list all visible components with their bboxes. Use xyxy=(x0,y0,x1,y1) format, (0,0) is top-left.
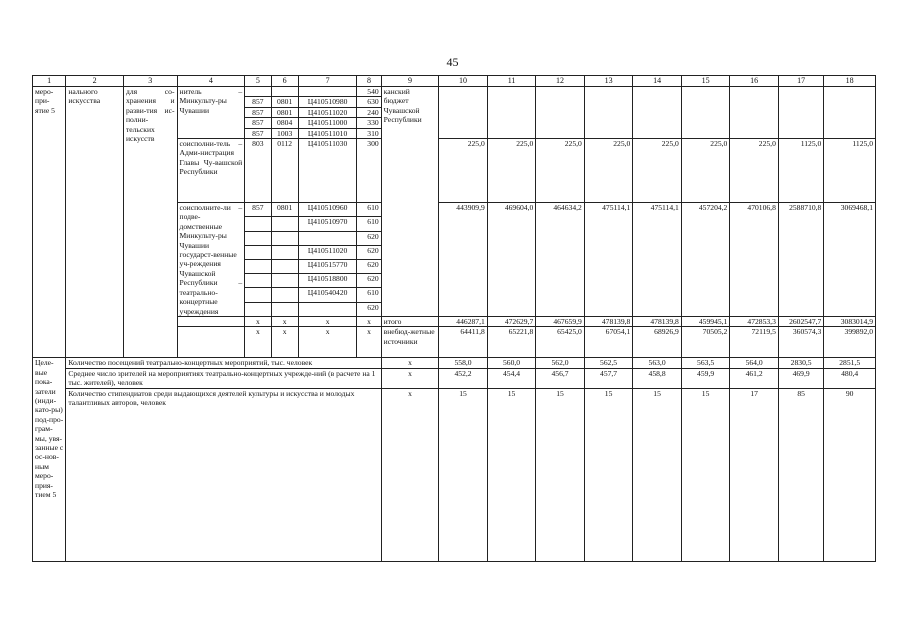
amount-cell xyxy=(778,87,823,139)
indicator-value: 457,7 xyxy=(584,368,633,388)
column-header: 13 xyxy=(584,76,633,87)
program-table xyxy=(32,75,876,562)
table-row xyxy=(33,76,876,87)
column-header: 9 xyxy=(381,76,439,87)
amount-cell: 225,0 xyxy=(730,139,779,203)
grbs-code xyxy=(245,231,271,245)
column-header: 2 xyxy=(66,76,124,87)
amount-cell: 475114,1 xyxy=(633,203,682,317)
mark-cell: х xyxy=(381,368,439,388)
indicator-value: 454,4 xyxy=(487,368,536,388)
amount-cell: 457204,2 xyxy=(681,203,730,317)
grbs-code: 857 xyxy=(245,107,271,117)
indicator-value: 2830,5 xyxy=(778,358,823,368)
funding-source: итого xyxy=(381,316,439,326)
grbs-code: 857 xyxy=(245,118,271,128)
executor-cell: соисполните-ли – подве-домственные Минкульту-ры Чувашии государст-венные уч-реждения Чувашской Республики – театрально-концертные учреждения xyxy=(177,203,245,317)
amount-cell: 225,0 xyxy=(439,139,488,203)
amount-cell: 2602547,7 xyxy=(778,316,823,326)
grbs-code xyxy=(245,288,271,302)
indicator-value: 563,0 xyxy=(633,358,682,368)
expense-type-code: 620 xyxy=(357,231,381,245)
indicator-value: 563,5 xyxy=(681,358,730,368)
table-row xyxy=(33,368,876,388)
amount-cell: 469604,0 xyxy=(487,203,536,317)
mark-cell: x xyxy=(271,327,298,358)
indicator-value: 562,0 xyxy=(536,358,585,368)
indicator-value: 15 xyxy=(584,388,633,561)
indicator-text: Количество посещений театрально-концертных мероприятий, тыс. человек xyxy=(66,358,381,368)
section-code: 0801 xyxy=(271,203,298,217)
target-article-code: Ц410540420 xyxy=(298,288,357,302)
amount-cell: 65425,0 xyxy=(536,327,585,358)
amount-cell: 478139,8 xyxy=(584,316,633,326)
indicator-value: 458,8 xyxy=(633,368,682,388)
expense-type-code: 540 xyxy=(357,87,381,97)
amount-cell: 68926,9 xyxy=(633,327,682,358)
amount-cell: 470106,8 xyxy=(730,203,779,317)
target-article-code xyxy=(298,231,357,245)
column-header: 1 xyxy=(33,76,66,87)
target-article-code: Ц410511010 xyxy=(298,128,357,138)
indicator-value: 15 xyxy=(536,388,585,561)
funding-source: канский бюджет Чувашской Республики xyxy=(381,87,439,317)
mark-cell: x xyxy=(245,316,271,326)
grbs-code xyxy=(245,217,271,231)
column-header: 3 xyxy=(123,76,177,87)
column-header: 16 xyxy=(730,76,779,87)
mark-cell: x xyxy=(245,327,271,358)
section-code: 1003 xyxy=(271,128,298,138)
grbs-code xyxy=(245,259,271,273)
amount-cell: 3069468,1 xyxy=(824,203,876,317)
amount-cell: 1125,0 xyxy=(824,139,876,203)
amount-cell xyxy=(681,87,730,139)
indicator-value: 15 xyxy=(487,388,536,561)
column-header: 4 xyxy=(177,76,245,87)
amount-cell xyxy=(730,87,779,139)
section-code xyxy=(271,274,298,288)
targets-label: Целе-вые пока-затели (инди-като-ры) под-про-грам-мы, увя-занные с ос-нов-ным меро-прия-тием 5 xyxy=(33,358,66,561)
amount-cell: 472853,3 xyxy=(730,316,779,326)
table-row xyxy=(33,87,876,97)
target-article-code: Ц410510960 xyxy=(298,203,357,217)
target-article-code: Ц410510980 xyxy=(298,97,357,107)
grbs-code xyxy=(245,87,271,97)
grbs-code xyxy=(245,302,271,316)
column-header: 6 xyxy=(271,76,298,87)
indicator-value: 90 xyxy=(824,388,876,561)
amount-cell: 64411,8 xyxy=(439,327,488,358)
amount-cell: 475114,1 xyxy=(584,203,633,317)
amount-cell xyxy=(824,87,876,139)
column-header: 15 xyxy=(681,76,730,87)
amount-cell xyxy=(536,87,585,139)
mark-cell: x xyxy=(357,316,381,326)
amount-cell: 225,0 xyxy=(633,139,682,203)
amount-cell: 225,0 xyxy=(487,139,536,203)
section-code: 0801 xyxy=(271,97,298,107)
column-header: 14 xyxy=(633,76,682,87)
table-row xyxy=(33,358,876,368)
expense-type-code: 610 xyxy=(357,288,381,302)
section-code xyxy=(271,259,298,273)
expense-type-code: 620 xyxy=(357,302,381,316)
amount-cell xyxy=(487,87,536,139)
indicator-value: 469,9 xyxy=(778,368,823,388)
expense-type-code: 620 xyxy=(357,245,381,259)
target-article-code: Ц410511020 xyxy=(298,245,357,259)
indicator-text: Среднее число зрителей на мероприятиях театрально-концертных учрежде-ний (в расчете на 1 тыс. жителей), человек xyxy=(66,368,381,388)
indicator-value: 459,9 xyxy=(681,368,730,388)
expense-type-code: 240 xyxy=(357,107,381,117)
indicator-value: 452,2 xyxy=(439,368,488,388)
amount-cell: 472629,7 xyxy=(487,316,536,326)
target-article-code: Ц410515770 xyxy=(298,259,357,273)
grbs-code xyxy=(245,245,271,259)
amount-cell: 67054,1 xyxy=(584,327,633,358)
amount-cell: 1125,0 xyxy=(778,139,823,203)
expense-type-code: 630 xyxy=(357,97,381,107)
measure-title: нального искусства xyxy=(66,87,124,358)
amount-cell xyxy=(584,87,633,139)
indicator-value: 15 xyxy=(681,388,730,561)
grbs-code: 857 xyxy=(245,203,271,217)
column-header: 12 xyxy=(536,76,585,87)
executor-cell: нитель – Минкульту-ры Чувашии xyxy=(177,87,245,139)
indicator-value: 85 xyxy=(778,388,823,561)
expense-type-code: 620 xyxy=(357,274,381,288)
grbs-code: 857 xyxy=(245,97,271,107)
indicator-value: 560,0 xyxy=(487,358,536,368)
indicator-value: 17 xyxy=(730,388,779,561)
column-header: 7 xyxy=(298,76,357,87)
amount-cell xyxy=(439,87,488,139)
page-number: 45 xyxy=(446,55,459,69)
amount-cell: 443909,9 xyxy=(439,203,488,317)
section-code: 0112 xyxy=(271,139,298,203)
column-header: 8 xyxy=(357,76,381,87)
target-article-code: Ц410518800 xyxy=(298,274,357,288)
target-article-code: Ц410511000 xyxy=(298,118,357,128)
section-code: 0804 xyxy=(271,118,298,128)
indicator-value: 562,5 xyxy=(584,358,633,368)
expense-type-code: 300 xyxy=(357,139,381,203)
expense-type-code: 610 xyxy=(357,217,381,231)
measure-name: меро-при-ятие 5 xyxy=(33,87,66,358)
expense-type-code: 610 xyxy=(357,203,381,217)
amount-cell: 459945,1 xyxy=(681,316,730,326)
column-header: 10 xyxy=(439,76,488,87)
indicator-value: 15 xyxy=(633,388,682,561)
target-article-code xyxy=(298,87,357,97)
section-code xyxy=(271,288,298,302)
indicator-value: 15 xyxy=(439,388,488,561)
funding-source: внебюд-жетные источники xyxy=(381,327,439,358)
grbs-code: 803 xyxy=(245,139,271,203)
indicator-value: 564,0 xyxy=(730,358,779,368)
executor-cell: соисполни-тель – Адми-нистрация Главы Чу-вашской Республики xyxy=(177,139,245,203)
mark-cell: х xyxy=(381,388,439,561)
section-code xyxy=(271,245,298,259)
indicator-value: 461,2 xyxy=(730,368,779,388)
indicator-value: 456,7 xyxy=(536,368,585,388)
mark-cell: х xyxy=(381,358,439,368)
grbs-code xyxy=(245,274,271,288)
expense-type-code: 620 xyxy=(357,259,381,273)
target-article-code: Ц410510970 xyxy=(298,217,357,231)
amount-cell: 478139,8 xyxy=(633,316,682,326)
target-article-code: Ц410511030 xyxy=(298,139,357,203)
amount-cell: 65221,8 xyxy=(487,327,536,358)
indicator-text: Количество стипендиатов среди выдающихся деятелей культуры и искусства и молодых талантливых авторов, человек xyxy=(66,388,381,561)
mark-cell: x xyxy=(357,327,381,358)
amount-cell: 72119,5 xyxy=(730,327,779,358)
amount-cell: 399892,0 xyxy=(824,327,876,358)
indicator-value: 480,4 xyxy=(824,368,876,388)
executor-cell xyxy=(177,327,245,358)
executor-cell xyxy=(177,316,245,326)
section-code xyxy=(271,217,298,231)
target-article-code: Ц410511020 xyxy=(298,107,357,117)
amount-cell: 2588710,8 xyxy=(778,203,823,317)
table-row xyxy=(33,388,876,561)
grbs-code: 857 xyxy=(245,128,271,138)
column-header: 17 xyxy=(778,76,823,87)
indicator-value: 558,0 xyxy=(439,358,488,368)
target-article-code xyxy=(298,302,357,316)
amount-cell: 225,0 xyxy=(584,139,633,203)
amount-cell: 464634,2 xyxy=(536,203,585,317)
mark-cell: x xyxy=(271,316,298,326)
amount-cell: 360574,3 xyxy=(778,327,823,358)
expense-type-code: 330 xyxy=(357,118,381,128)
amount-cell: 225,0 xyxy=(536,139,585,203)
expense-type-code: 310 xyxy=(357,128,381,138)
section-code xyxy=(271,87,298,97)
amount-cell: 70505,2 xyxy=(681,327,730,358)
section-code xyxy=(271,231,298,245)
column-header: 11 xyxy=(487,76,536,87)
column-header: 18 xyxy=(824,76,876,87)
section-code: 0801 xyxy=(271,107,298,117)
section-code xyxy=(271,302,298,316)
amount-cell: 225,0 xyxy=(681,139,730,203)
indicator-value: 2851,5 xyxy=(824,358,876,368)
amount-cell: 3083014,9 xyxy=(824,316,876,326)
amount-cell xyxy=(633,87,682,139)
measure-purpose: для со-хранения и разви-тия ис-полни-тельских искусств xyxy=(123,87,177,358)
amount-cell: 446287,1 xyxy=(439,316,488,326)
mark-cell: x xyxy=(298,316,357,326)
amount-cell: 467659,9 xyxy=(536,316,585,326)
mark-cell: x xyxy=(298,327,357,358)
column-header: 5 xyxy=(245,76,271,87)
